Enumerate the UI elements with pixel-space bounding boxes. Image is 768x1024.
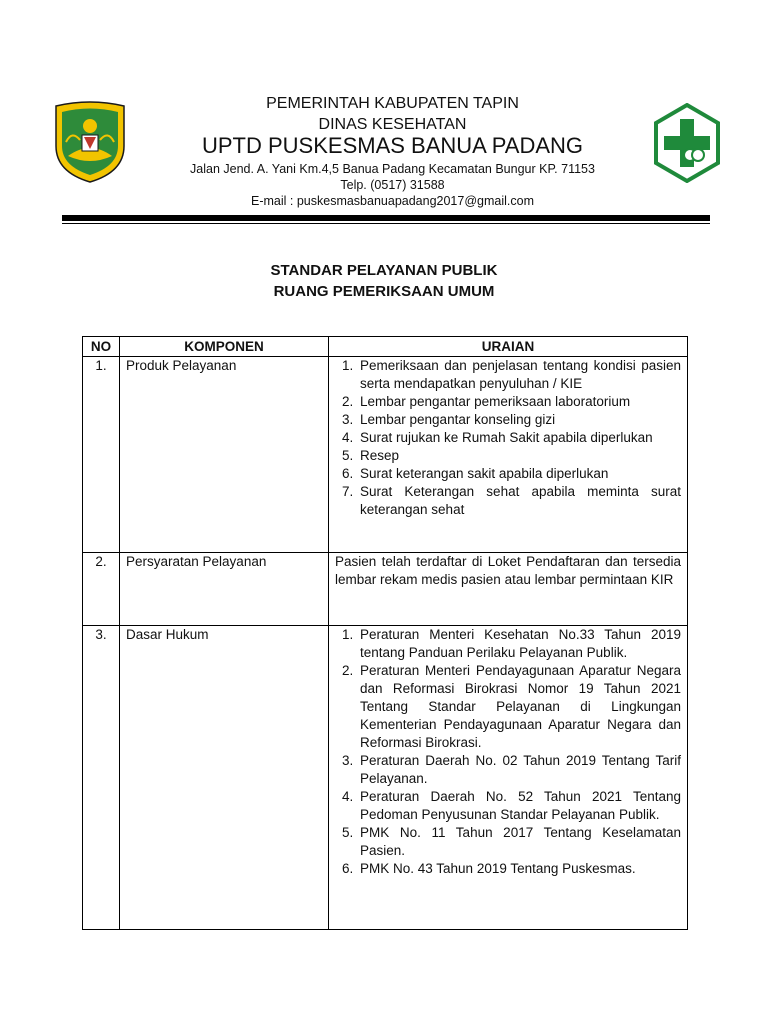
list-item: 7. Surat Keterangan sehat apabila meminta surat keterangan sehat <box>357 483 681 519</box>
product-list <box>335 357 681 519</box>
list-item: 5. Resep <box>357 447 681 465</box>
row-component: Dasar Hukum <box>120 626 329 930</box>
government-name: PEMERINTAH KABUPATEN TAPIN <box>266 95 519 112</box>
document-title: STANDAR PELAYANAN PUBLIK <box>270 262 498 279</box>
address-line: Jalan Jend. A. Yani Km.4,5 Banua Padang Kecamatan Bungur KP. 71153 <box>190 162 595 176</box>
list-item: 1. Pemeriksaan dan penjelasan tentang kondisi pasien serta mendapatkan penyuluhan / KIE <box>357 357 681 393</box>
list-item: 6. PMK No. 43 Tahun 2019 Tentang Puskesmas. <box>357 860 681 878</box>
table-header-row <box>83 337 688 357</box>
row-number: 1. <box>83 357 120 553</box>
row-number: 2. <box>83 553 120 626</box>
list-item: 5. PMK No. 11 Tahun 2017 Tentang Keselamatan Pasien. <box>357 824 681 860</box>
legal-basis-list <box>335 626 681 878</box>
email-line: E-mail : puskesmasbanuapadang2017@gmail.com <box>251 194 534 208</box>
letterhead <box>0 0 768 230</box>
row-component: Persyaratan Pelayanan <box>120 553 329 626</box>
phone-line: Telp. (0517) 31588 <box>340 178 445 192</box>
row-description <box>329 357 688 553</box>
table-row <box>83 553 688 626</box>
tapin-regency-emblem-icon <box>50 100 130 184</box>
row-number: 3. <box>83 626 120 930</box>
table-row <box>83 357 688 553</box>
header-uraian: URAIAN <box>329 337 688 357</box>
list-item: 4. Peraturan Daerah No. 52 Tahun 2021 Tentang Pedoman Penyusunan Standar Pelayanan Publik. <box>357 788 681 824</box>
department-name: DINAS KESEHATAN <box>318 116 467 133</box>
institution-title: UPTD PUSKESMAS BANUA PADANG <box>201 133 583 158</box>
list-item: 1. Peraturan Menteri Kesehatan No.33 Tahun 2019 tentang Panduan Perilaku Pelayanan Publik. <box>357 626 681 662</box>
row-component: Produk Pelayanan <box>120 357 329 553</box>
row-description: Pasien telah terdaftar di Loket Pendaftaran dan tersedia lembar rekam medis pasien atau lembar permintaan KIR <box>329 553 688 626</box>
list-item: 4. Surat rujukan ke Rumah Sakit apabila diperlukan <box>357 429 681 447</box>
header-no: NO <box>83 337 120 357</box>
list-item: 3. Peraturan Daerah No. 02 Tahun 2019 Tentang Tarif Pelayanan. <box>357 752 681 788</box>
table-row <box>83 626 688 930</box>
list-item: 2. Lembar pengantar pemeriksaan laboratorium <box>357 393 681 411</box>
document-subtitle: RUANG PEMERIKSAAN UMUM <box>273 283 495 300</box>
header-divider-thin <box>62 223 710 224</box>
list-item: 3. Lembar pengantar konseling gizi <box>357 411 681 429</box>
row-description <box>329 626 688 930</box>
header-komponen: KOMPONEN <box>120 337 329 357</box>
list-item: 2. Peraturan Menteri Pendayagunaan Aparatur Negara dan Reformasi Birokrasi Nomor 19 Tahun 2021 Tentang Standar Pelayanan di Lingkungan Kementerian Pendayagunaan Aparatur Negara dan Reformasi Birokrasi. <box>357 662 681 752</box>
service-standard-table <box>82 336 688 930</box>
puskesmas-cross-logo-icon <box>652 103 722 183</box>
list-item: 6. Surat keterangan sakit apabila diperlukan <box>357 465 681 483</box>
header-divider-thick <box>62 215 710 221</box>
